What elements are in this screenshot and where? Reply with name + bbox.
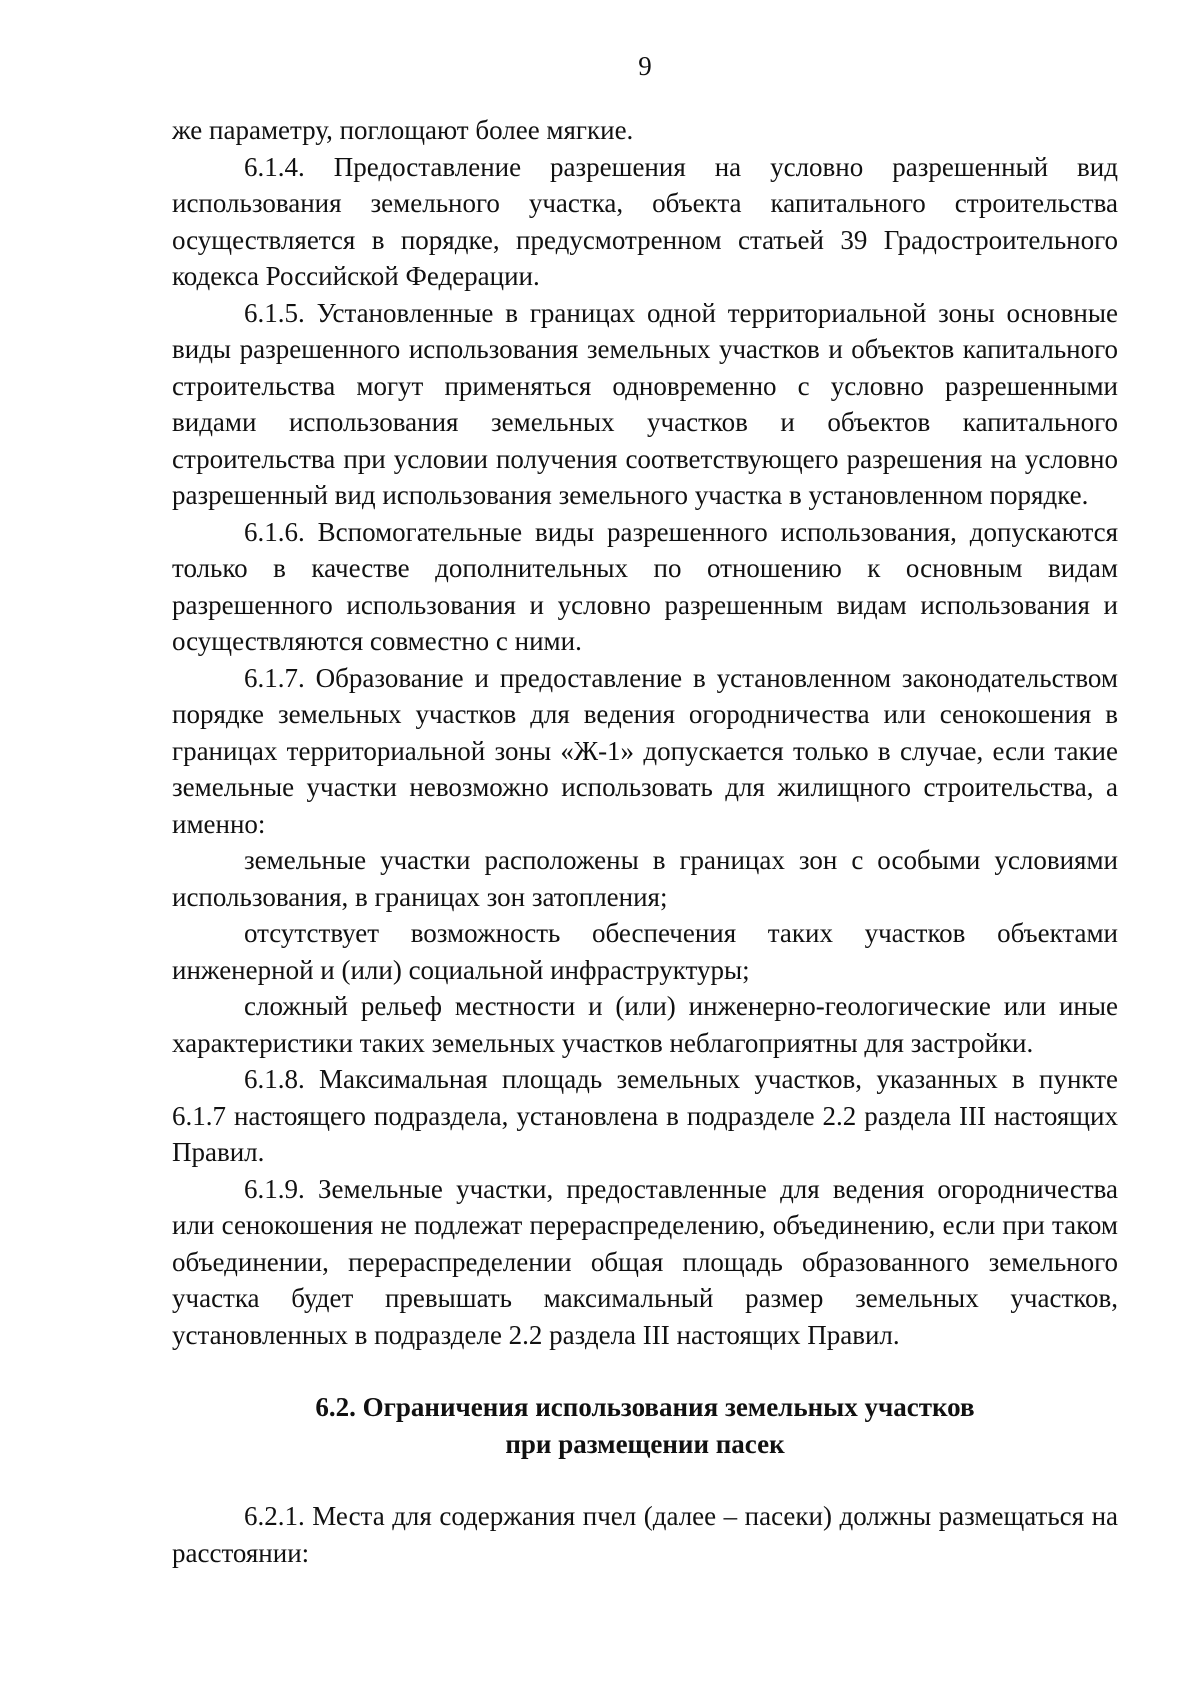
- paragraph-6-2-1: 6.2.1. Места для содержания пчел (далее – пасеки) должны размещаться на расстоянии:: [172, 1501, 1118, 1568]
- paragraph-6-1-9: 6.1.9. Земельные участки, предоставленные для ведения огородничества или сенокошения не подлежат перераспределению, объединению, если при таком объединении, перераспределении общая площадь образованного земельного участка будет превышать максимальный размер земельных участков, установленных в подразделе 2.2 раздела III настоящих Правил.: [172, 1173, 1118, 1350]
- list-item-terrain: сложный рельеф местности и (или) инженерно-геологические или иные характеристики таких земельных участков неблагоприятны для застройки.: [172, 991, 1118, 1058]
- list-item-flood-zones: земельные участки расположены в границах зон с особыми условиями использования, в границах зон затопления;: [172, 845, 1118, 912]
- section-heading-6-2: [172, 1389, 1118, 1462]
- page-number: 9: [638, 51, 652, 81]
- paragraph-6-1-6: 6.1.6. Вспомогательные виды разрешенного использования, допускаются только в качестве дополнительных по отношению к основным видам разрешенного использования и условно разрешенным видам использования и осуществляются совместно с ними.: [172, 516, 1118, 656]
- list-item-infrastructure: отсутствует возможность обеспечения таких участков объектами инженерной и (или) социальной инфраструктуры;: [172, 918, 1118, 985]
- paragraph-6-1-4: 6.1.4. Предоставление разрешения на условно разрешенный вид использования земельного участка, объекта капитального строительства осуществляется в порядке, предусмотренном статьей 39 Градостроительного кодекса Российской Федерации.: [172, 151, 1118, 291]
- paragraph-6-1-5: 6.1.5. Установленные в границах одной территориальной зоны основные виды разрешенного использования земельных участков и объектов капитального строительства могут применяться одновременно с условно разрешенными видами использования земельных участков и объектов капитального строительства при условии получения соответствующего разрешения на условно разрешенный вид использования земельного участка в установленном порядке.: [172, 297, 1118, 510]
- paragraph-6-1-7: 6.1.7. Образование и предоставление в установленном законодательством порядке земельных участков для ведения огородничества или сенокошения в границах территориальной зоны «Ж-1» допускается только в случае, если такие земельные участки невозможно использовать для жилищного строительства, а именно:: [172, 662, 1118, 839]
- paragraph-continuation: же параметру, поглощают более мягкие.: [172, 115, 634, 145]
- paragraph-6-1-8: 6.1.8. Максимальная площадь земельных участков, указанных в пункте 6.1.7 настоящего подраздела, установлена в подразделе 2.2 раздела III настоящих Правил.: [172, 1064, 1118, 1167]
- section-heading-line-1: 6.2. Ограничения использования земельных участков: [315, 1392, 975, 1422]
- section-heading-line-2: при размещении пасек: [505, 1428, 785, 1459]
- document-body: [172, 112, 1118, 1571]
